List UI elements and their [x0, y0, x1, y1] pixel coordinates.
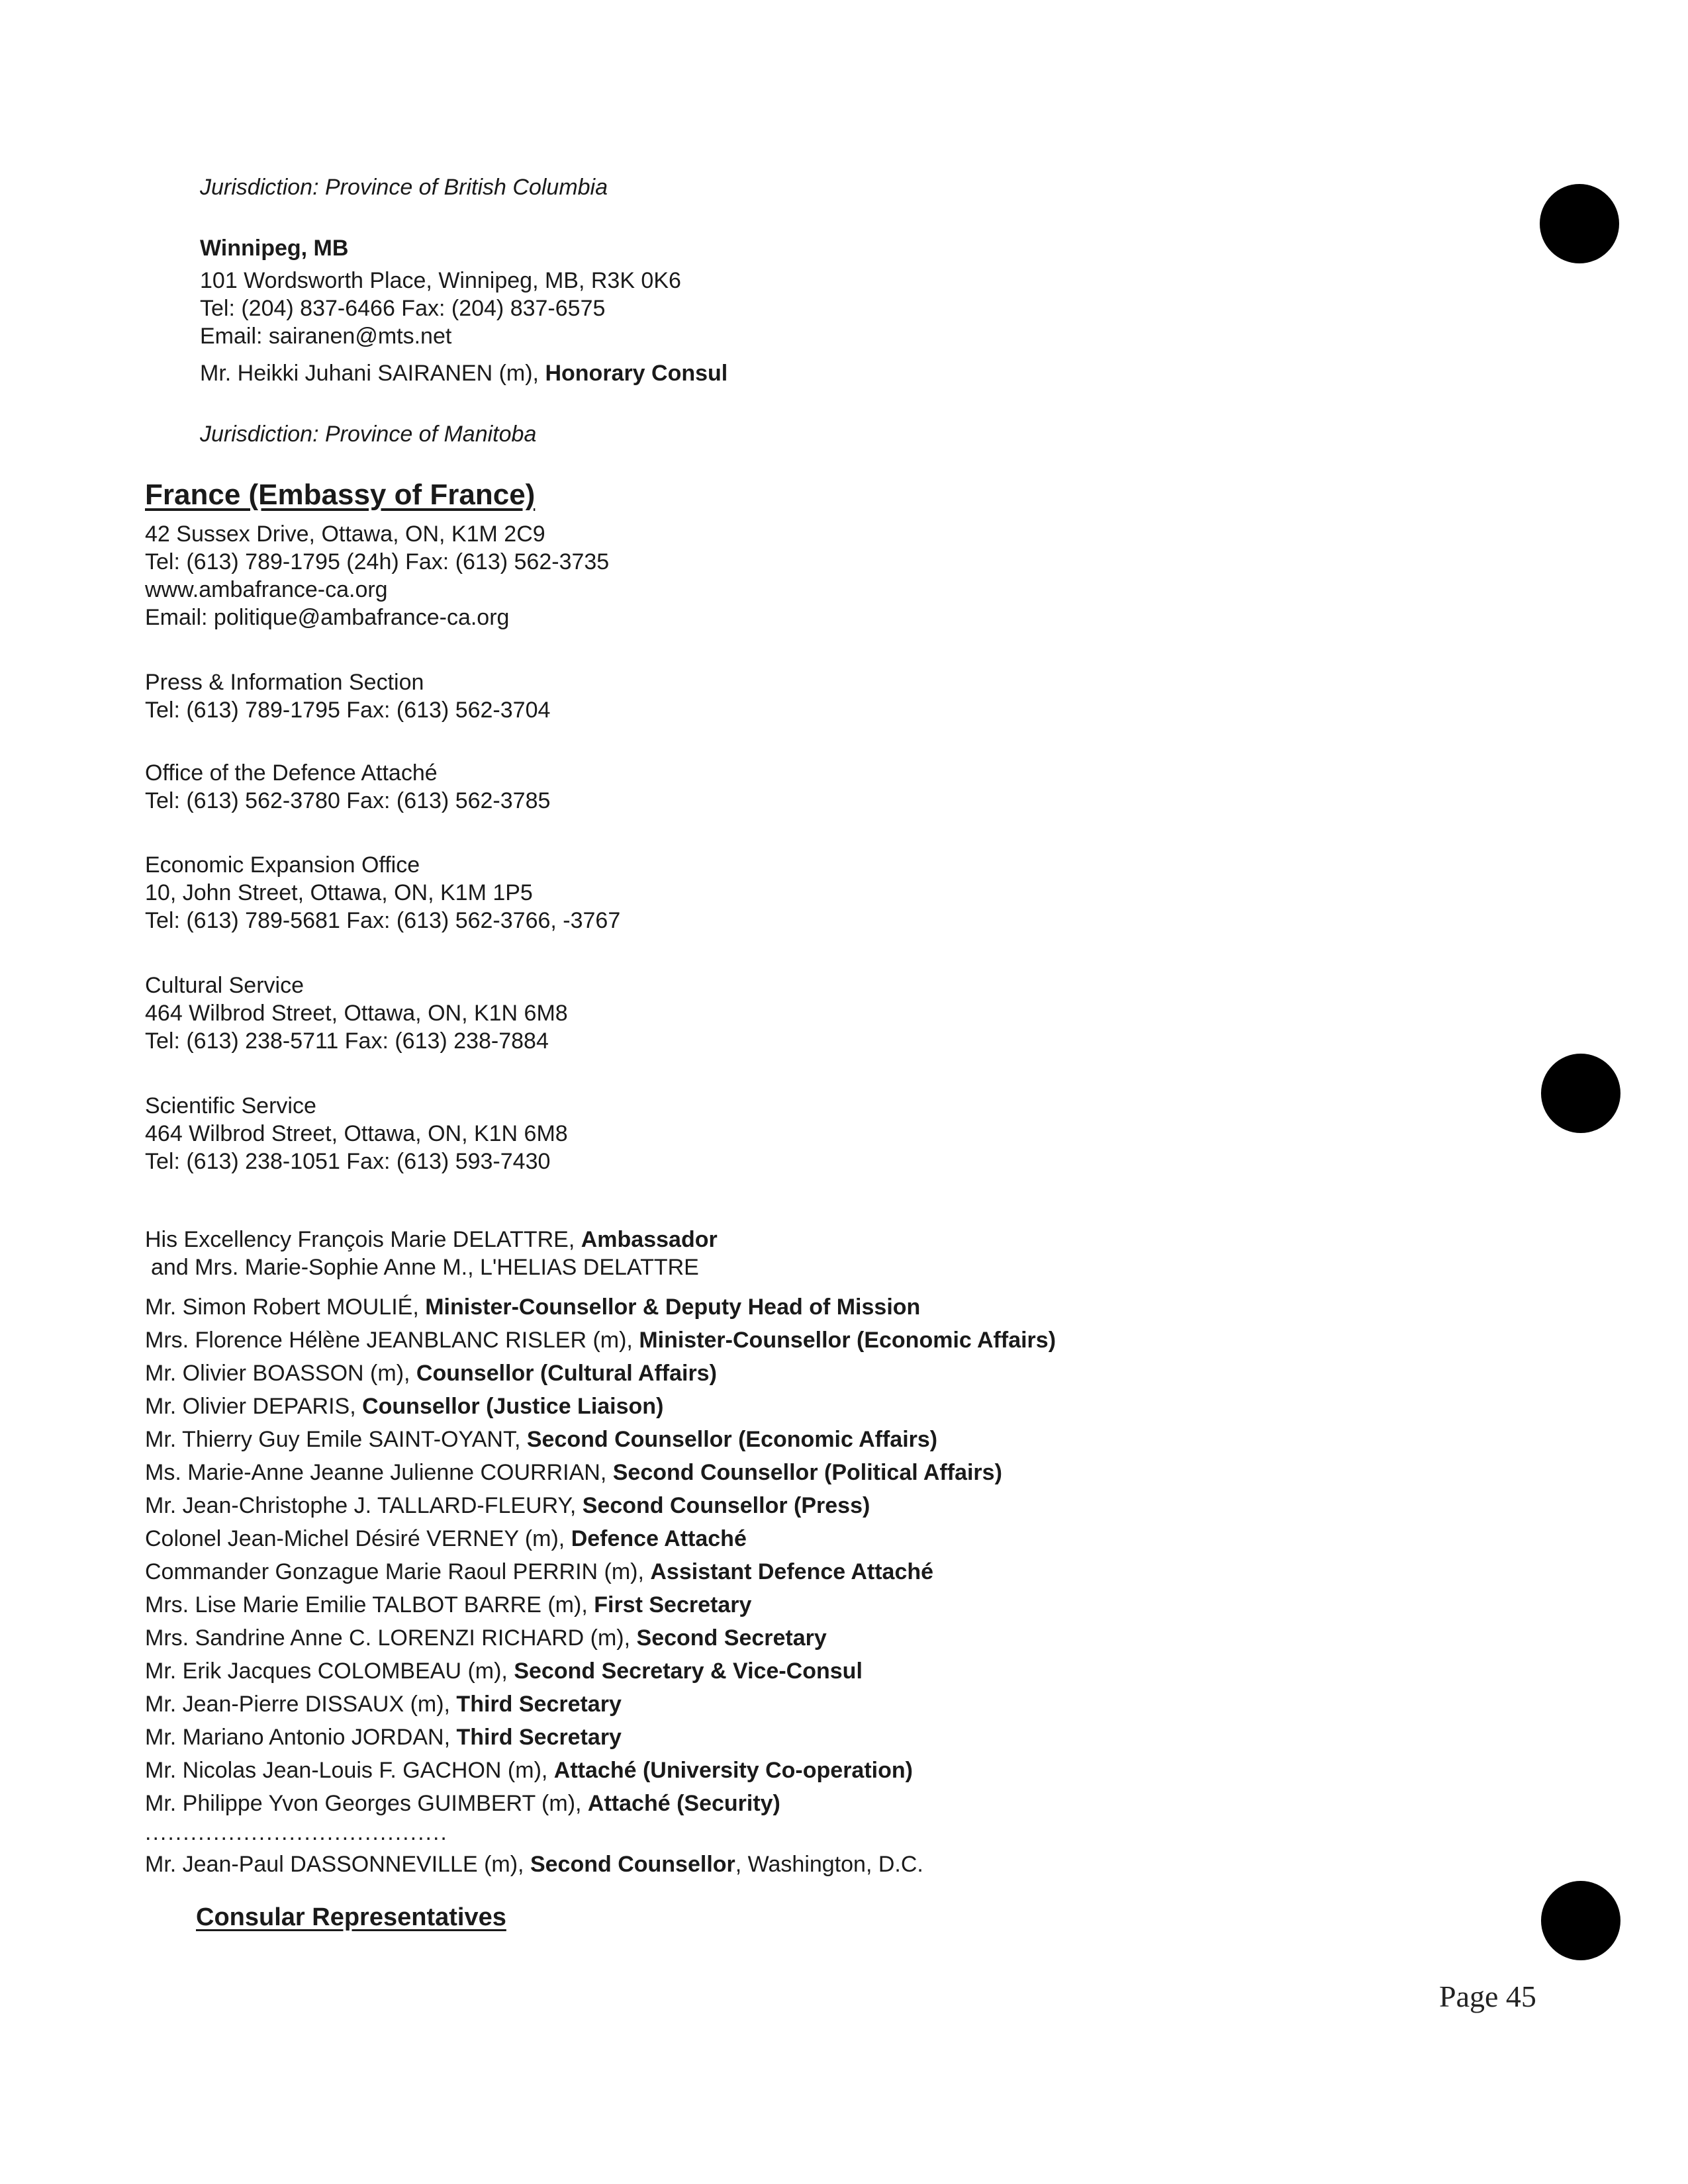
consular-heading: Consular Representatives	[196, 1903, 506, 1931]
staff-name: Mrs. Sandrine Anne C. LORENZI RICHARD (m),	[145, 1625, 637, 1651]
section-cultural-name: Cultural Service	[145, 973, 304, 998]
staff-row	[145, 1423, 1056, 1456]
staff-row	[145, 1688, 1056, 1721]
staff-list	[145, 1291, 1056, 1820]
staff-name: Ms. Marie-Anne Jeanne Julienne COURRIAN,	[145, 1460, 613, 1485]
winnipeg-tel-fax: Tel: (204) 837-6466 Fax: (204) 837-6575	[200, 296, 606, 321]
ambassador-name: His Excellency François Marie DELATTRE,	[145, 1227, 581, 1252]
staff-name: Commander Gonzague Marie Raoul PERRIN (m),	[145, 1559, 651, 1584]
staff-title: Third Secretary	[456, 1692, 622, 1717]
section-press-tel: Tel: (613) 789-1795 Fax: (613) 562-3704	[145, 698, 551, 723]
france-email: Email: politique@ambafrance-ca.org	[145, 605, 510, 630]
staff-title: Attaché (University Co-operation)	[553, 1758, 913, 1783]
staff-name: Mr. Philippe Yvon Georges GUIMBERT (m),	[145, 1791, 588, 1816]
section-scientific-name: Scientific Service	[145, 1093, 316, 1118]
ambassador	[145, 1226, 718, 1253]
staff-name: Mr. Jean-Pierre DISSAUX (m),	[145, 1692, 457, 1717]
staff-title: Attaché (Security)	[587, 1791, 780, 1816]
winnipeg-address: 101 Wordsworth Place, Winnipeg, MB, R3K 0K6	[200, 268, 681, 293]
winnipeg-heading: Winnipeg, MB	[200, 236, 349, 261]
france-title: France (Embassy of France)	[145, 478, 536, 511]
staff-row	[145, 1357, 1056, 1390]
staff-title: Second Counsellor (Political Affairs)	[612, 1460, 1002, 1485]
winnipeg-email: Email: sairanen@mts.net	[200, 324, 452, 349]
staff-name: Mrs. Lise Marie Emilie TALBOT BARRE (m),	[145, 1592, 594, 1617]
staff-name: Mr. Mariano Antonio JORDAN,	[145, 1725, 457, 1750]
staff-row	[145, 1489, 1056, 1522]
staff-title: Defence Attaché	[571, 1526, 747, 1551]
section-cultural-address: 464 Wilbrod Street, Ottawa, ON, K1N 6M8	[145, 1001, 568, 1026]
staff-title: Minister-Counsellor (Economic Affairs)	[639, 1328, 1056, 1353]
staff-name: Mr. Thierry Guy Emile SAINT-OYANT,	[145, 1427, 527, 1452]
winnipeg-consul-name: Mr. Heikki Juhani SAIRANEN (m),	[200, 361, 545, 386]
page-number: Page 45	[1439, 1979, 1536, 2013]
section-scientific-tel: Tel: (613) 238-1051 Fax: (613) 593-7430	[145, 1149, 551, 1174]
section-defence-name: Office of the Defence Attaché	[145, 760, 438, 786]
section-scientific-address: 464 Wilbrod Street, Ottawa, ON, K1N 6M8	[145, 1121, 568, 1146]
staff-title: Assistant Defence Attaché	[650, 1559, 934, 1584]
france-address: 42 Sussex Drive, Ottawa, ON, K1M 2C9	[145, 522, 545, 547]
staff-name: Mrs. Florence Hélène JEANBLANC RISLER (m),	[145, 1328, 639, 1353]
staff-name: Mr. Olivier DEPARIS,	[145, 1394, 363, 1419]
winnipeg-consul	[200, 359, 727, 387]
staff-row	[145, 1522, 1056, 1555]
dotted-separator: ........................................	[145, 1820, 448, 1845]
section-cultural-tel: Tel: (613) 238-5711 Fax: (613) 238-7884	[145, 1028, 549, 1054]
washington-name: Mr. Jean-Paul DASSONNEVILLE (m),	[145, 1852, 530, 1877]
staff-title: Third Secretary	[456, 1725, 622, 1750]
section-economic-name: Economic Expansion Office	[145, 852, 420, 878]
staff-row	[145, 1555, 1056, 1588]
binder-hole-top	[1540, 184, 1619, 263]
staff-row	[145, 1390, 1056, 1423]
staff-name: Mr. Erik Jacques COLOMBEAU (m),	[145, 1659, 514, 1684]
staff-name: Mr. Olivier BOASSON (m),	[145, 1361, 416, 1386]
staff-title: Second Counsellor (Economic Affairs)	[526, 1427, 938, 1452]
section-economic-tel: Tel: (613) 789-5681 Fax: (613) 562-3766, -3767	[145, 908, 621, 933]
washington-suffix: , Washington, D.C.	[735, 1852, 923, 1877]
jurisdiction-mb: Jurisdiction: Province of Manitoba	[200, 422, 537, 447]
washington-entry	[145, 1850, 923, 1878]
staff-title: Second Secretary	[636, 1625, 827, 1651]
staff-title: Counsellor (Justice Liaison)	[362, 1394, 664, 1419]
staff-row	[145, 1456, 1056, 1489]
section-economic-address: 10, John Street, Ottawa, ON, K1M 1P5	[145, 880, 533, 905]
staff-row	[145, 1721, 1056, 1754]
binder-hole-bottom	[1541, 1881, 1620, 1960]
ambassador-title: Ambassador	[581, 1227, 718, 1252]
staff-title: Second Secretary & Vice-Consul	[514, 1659, 863, 1684]
section-defence-tel: Tel: (613) 562-3780 Fax: (613) 562-3785	[145, 788, 551, 813]
staff-row	[145, 1588, 1056, 1621]
staff-title: First Secretary	[594, 1592, 752, 1617]
staff-name: Mr. Simon Robert MOULIÉ,	[145, 1295, 426, 1320]
binder-hole-middle	[1541, 1054, 1620, 1133]
staff-title: Counsellor (Cultural Affairs)	[416, 1361, 717, 1386]
staff-name: Mr. Jean-Christophe J. TALLARD-FLEURY,	[145, 1493, 583, 1518]
staff-row	[145, 1754, 1056, 1787]
staff-row	[145, 1291, 1056, 1324]
france-tel-fax: Tel: (613) 789-1795 (24h) Fax: (613) 562-3735	[145, 549, 610, 574]
staff-row	[145, 1621, 1056, 1655]
staff-title: Minister-Counsellor & Deputy Head of Mission	[425, 1295, 921, 1320]
staff-name: Mr. Nicolas Jean-Louis F. GACHON (m),	[145, 1758, 554, 1783]
staff-name: Colonel Jean-Michel Désiré VERNEY (m),	[145, 1526, 571, 1551]
staff-row	[145, 1324, 1056, 1357]
france-website: www.ambafrance-ca.org	[145, 577, 388, 602]
section-press-name: Press & Information Section	[145, 670, 424, 695]
staff-row	[145, 1787, 1056, 1820]
winnipeg-consul-title: Honorary Consul	[545, 361, 728, 386]
washington-title: Second Counsellor	[530, 1852, 735, 1877]
staff-row	[145, 1655, 1056, 1688]
ambassador-spouse: and Mrs. Marie-Sophie Anne M., L'HELIAS DELATTRE	[151, 1255, 699, 1280]
staff-title: Second Counsellor (Press)	[582, 1493, 870, 1518]
jurisdiction-bc: Jurisdiction: Province of British Columbia	[200, 175, 608, 200]
